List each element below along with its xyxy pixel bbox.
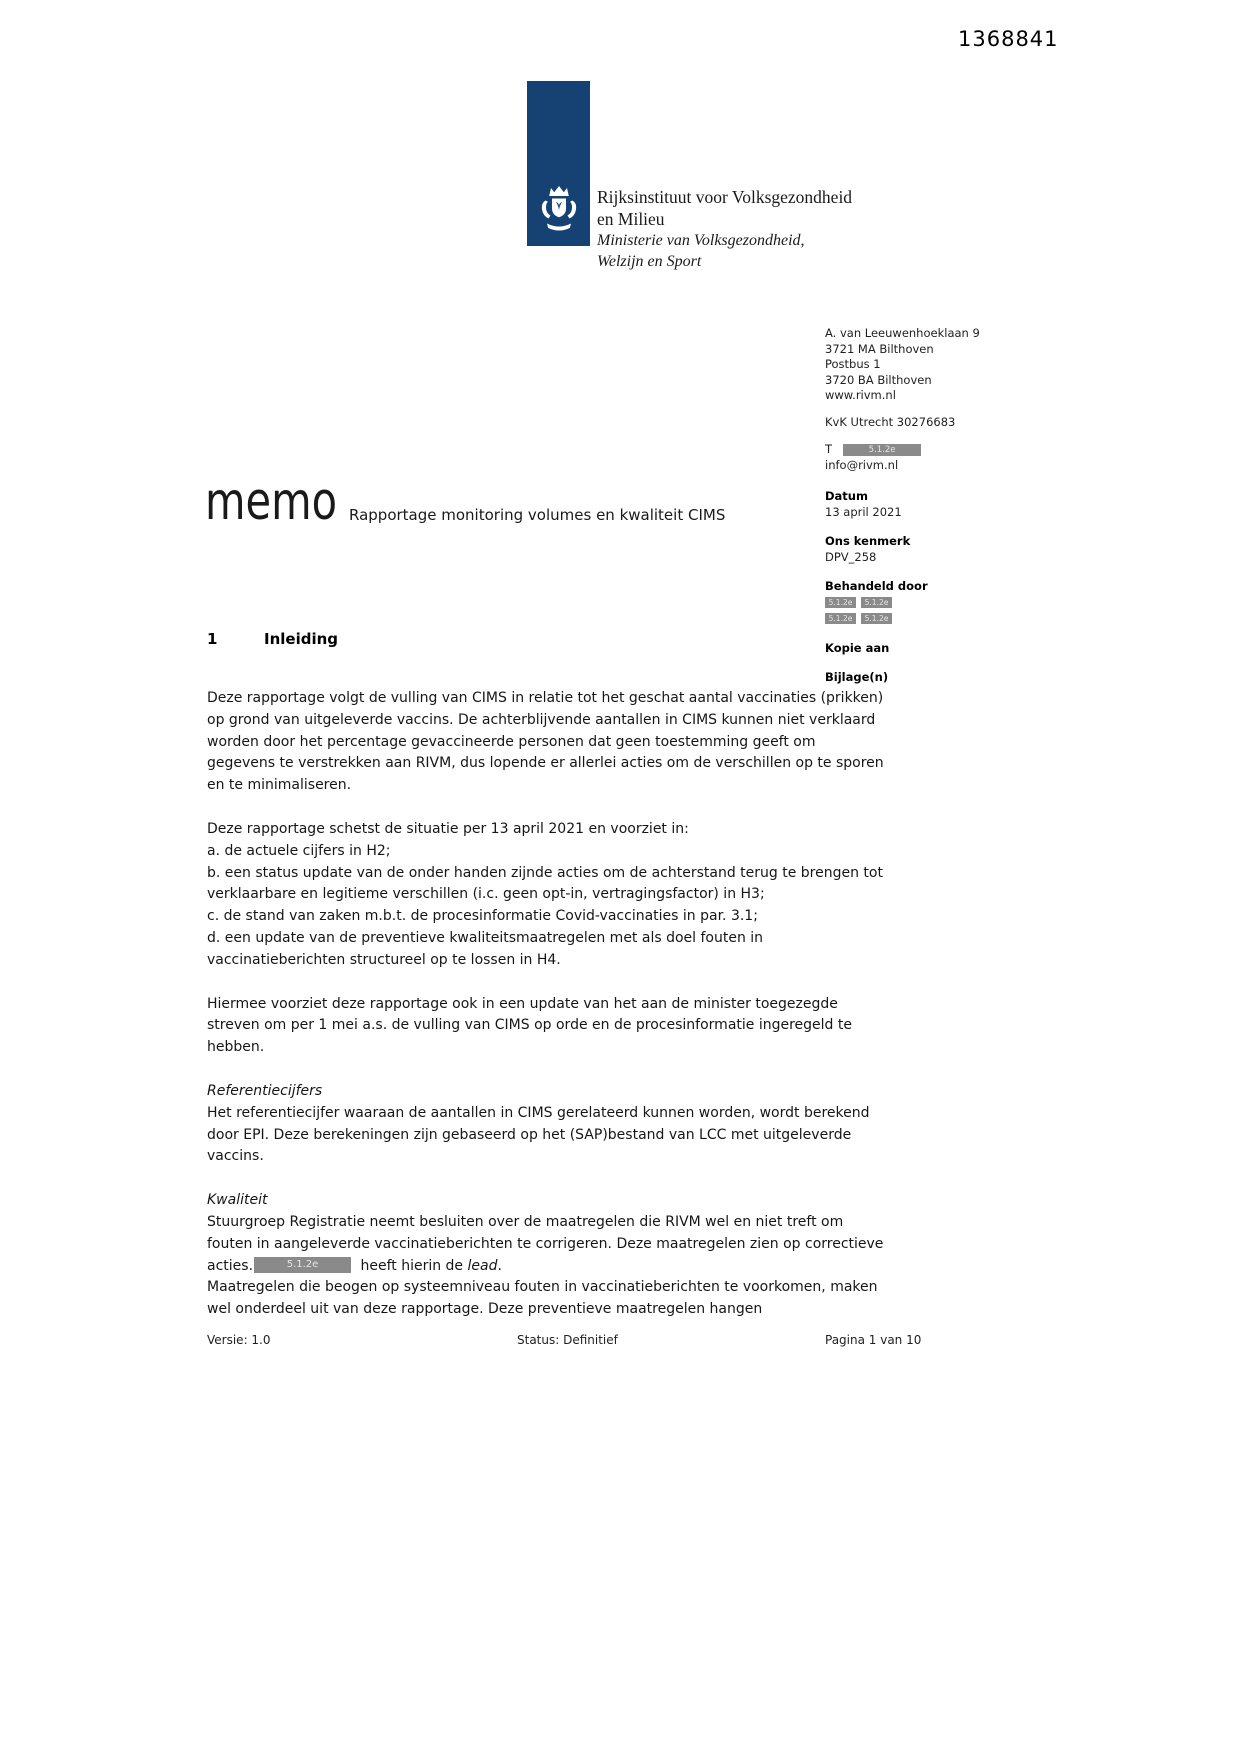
- kwaliteit-part1: Stuurgroep Registratie neemt besluiten over de maatregelen die RIVM wel en niet treft om fouten in aangeleverde vaccinatieberichten te corrigeren. Deze maatregelen zien op correctieve acties.: [207, 1213, 884, 1274]
- org-name-line1: Rijksinstituut voor Volksgezondheid: [597, 187, 853, 207]
- footer-versie: Versie: 1.0: [207, 1333, 271, 1347]
- redaction-phone: 5.1.2e: [843, 444, 921, 456]
- kwaliteit-text-2: Maatregelen die beogen op systeemniveau fouten in vaccinatieberichten te voorkomen, maken wel onderdeel uit van deze rapportage. Deze preventieve maatregelen hangen: [207, 1279, 878, 1318]
- referentiecijfers-heading: Referentiecijfers: [207, 1082, 323, 1099]
- phone-row: [825, 442, 1015, 458]
- referentiecijfers-block: [207, 1081, 887, 1168]
- list-item-a: a. de actuele cijfers in H2;: [207, 842, 391, 859]
- document-number: 1368841: [958, 27, 1059, 51]
- kwaliteit-part2: heeft hierin de: [360, 1257, 464, 1274]
- datum-value: 13 april 2021: [825, 504, 902, 519]
- ministry-line1: Ministerie van Volksgezondheid,: [597, 232, 805, 249]
- section-heading-inleiding: Inleiding: [264, 630, 339, 648]
- kenmerk-value: DPV_258: [825, 549, 877, 564]
- kwaliteit-heading: Kwaliteit: [207, 1192, 268, 1209]
- redaction-chip: 5.1.2e: [825, 597, 856, 608]
- list-item-b: b. een status update van de onder handen zijnde acties om de achterstand terug te brengen tot verklaarbare en legitieme verschillen (i.c. geen opt-in, vertragingsfactor) in H3;: [207, 864, 883, 903]
- logo-text: [597, 186, 852, 272]
- list-item-c: c. de stand van zaken m.b.t. de procesinformatie Covid-vaccinaties in par. 3.1;: [207, 908, 758, 925]
- paragraph-3: Hiermee voorziet deze rapportage ook in een update van het aan de minister toegezegde streven om per 1 mei a.s. de vulling van CIMS op orde en de procesinformatie ingeregeld te hebben.: [207, 995, 852, 1056]
- rijksoverheid-logo-ribbon: [527, 81, 590, 246]
- footer-page-number: Pagina 1 van 10: [825, 1333, 922, 1347]
- address-line: 3720 BA Bilthoven: [825, 372, 932, 387]
- address-line: A. van Leeuwenhoeklaan 9: [825, 326, 980, 340]
- datum-label: Datum: [825, 489, 868, 503]
- kwaliteit-lead-italic: lead: [467, 1257, 498, 1274]
- redaction-inline: 5.1.2e: [254, 1257, 351, 1273]
- meta-block: [825, 489, 1015, 700]
- paragraph-2-intro: Deze rapportage schetst de situatie per 13 april 2021 en voorziet in:: [207, 820, 689, 837]
- meta-kenmerk: [825, 534, 1015, 565]
- meta-kopie: [825, 641, 1015, 657]
- org-name-line2: en Milieu: [597, 209, 665, 229]
- list-item-d: d. een update van de preventieve kwaliteitsmaatregelen met als doel fouten in vaccinatieberichten structureel op te lossen in H4.: [207, 929, 764, 968]
- meta-behandeld: [825, 579, 1015, 627]
- behandeld-label: Behandeld door: [825, 579, 928, 593]
- bijlage-label: Bijlage(n): [825, 670, 889, 684]
- redaction-chip: 5.1.2e: [861, 597, 892, 608]
- kenmerk-label: Ons kenmerk: [825, 534, 911, 548]
- email-text: info@rivm.nl: [825, 457, 899, 472]
- address-line: 3721 MA Bilthoven: [825, 341, 934, 356]
- section-number: 1: [207, 630, 218, 648]
- behandeld-redactions-row1: [825, 597, 1015, 611]
- rivm-crest-icon: [539, 183, 579, 237]
- referentiecijfers-text: Het referentiecijfer waaraan de aantallen in CIMS gerelateerd kunnen worden, wordt berekend door EPI. Deze berekeningen zijn gebaseerd op het (SAP)bestand van LCC met uitgeleverde vaccins.: [207, 1104, 870, 1165]
- redaction-chip: 5.1.2e: [861, 613, 892, 624]
- contact-block: [825, 326, 1015, 473]
- meta-bijlage: [825, 670, 1015, 686]
- ministry-line2: Welzijn en Sport: [597, 253, 702, 270]
- paragraph-1: Deze rapportage volgt de vulling van CIMS in relatie tot het geschat aantal vaccinaties (prikken) op grond van uitgeleverde vaccins. De achterblijvende aantallen in CIMS kunnen niet verklaard worden door het percentage gevaccineerde personen dat geen toestemming geeft om gegevens te verstrekken aan RIVM, dus lopende er allerlei acties om de verschillen op te sporen en te minimaliseren.: [207, 690, 884, 794]
- kwaliteit-block: [207, 1190, 887, 1321]
- kvk-line: KvK Utrecht 30276683: [825, 414, 956, 429]
- footer-status: Status: Definitief: [517, 1333, 618, 1347]
- body-text: [207, 688, 887, 1343]
- kwaliteit-text-1: [207, 1212, 887, 1277]
- behandeld-redactions-row2: [825, 613, 1015, 627]
- address-line: Postbus 1: [825, 357, 881, 371]
- meta-datum: [825, 489, 1015, 520]
- phone-label: T: [825, 442, 833, 456]
- kwaliteit-period: .: [497, 1257, 502, 1274]
- paragraph-2: [207, 819, 887, 972]
- memo-wordmark: memo: [205, 472, 338, 532]
- website-text: www.rivm.nl: [825, 388, 896, 402]
- memo-subject-title: Rapportage monitoring volumes en kwaliteit CIMS: [349, 506, 726, 524]
- redaction-chip: 5.1.2e: [825, 613, 856, 624]
- kopie-label: Kopie aan: [825, 640, 890, 655]
